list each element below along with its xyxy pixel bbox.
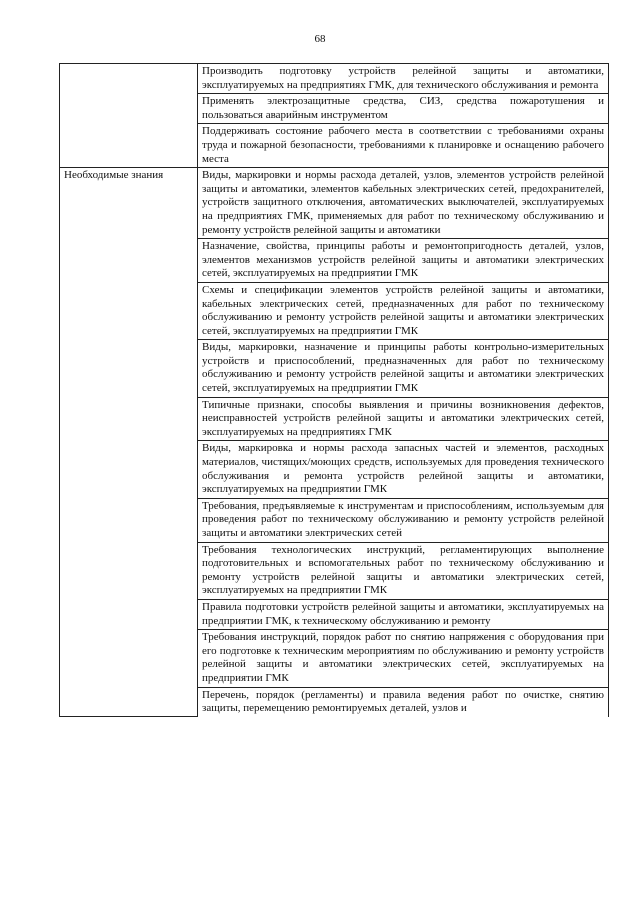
table-row <box>60 168 609 239</box>
item-cell: Схемы и спецификации элементов устройств релейной защиты и автоматики, кабельных электрических сетей, предназначенных для работ по техническому обслуживанию и ремонту устройств релейной защиты и автоматики электрических сетей, эксплуатируемых на предприятии ГМК <box>198 282 609 339</box>
item-cell: Назначение, свойства, принципы работы и ремонтопригодность деталей, узлов, элементов механизмов устройств релейной защиты и автоматики электрических сетей, эксплуатируемых на предприятии ГМК <box>198 239 609 283</box>
item-cell: Требования технологических инструкций, регламентирующих выполнение подготовительных и вспомогательных работ по техническому обслуживанию и ремонту устройств релейной защиты и автоматики электрических сетей, эксплуатируемых на предприятии ГМК <box>198 542 609 599</box>
table-row <box>60 64 609 94</box>
item-cell: Производить подготовку устройств релейной защиты и автоматики, эксплуатируемых на предприятиях ГМК, для технического обслуживания и ремонта <box>198 64 609 94</box>
item-cell: Виды, маркировки, назначение и принципы работы контрольно-измерительных устройств и приспособлений, предназначенных для работ по техническому обслуживанию и ремонту устройств релейной защиты и автоматики электрических сетей, эксплуатируемых на предприятии ГМК <box>198 340 609 397</box>
item-cell: Требования инструкций, порядок работ по снятию напряжения с оборудования при его подготовке к техническим мероприятиям по обслуживанию и ремонту устройств релейной защиты и автоматики электрических сетей, эксплуатируемых на предприятии ГМК <box>198 630 609 687</box>
item-cell: Поддерживать состояние рабочего места в соответствии с требованиями охраны труда и пожарной безопасности, требованиями к планировке и оснащению рабочего места <box>198 124 609 168</box>
item-cell: Применять электрозащитные средства, СИЗ, средства пожаротушения и пользоваться аварийным инструментом <box>198 94 609 124</box>
item-cell: Требования, предъявляемые к инструментам и приспособлениям, используемым для проведения работ по техническому обслуживанию и ремонту устройств релейной защиты и автоматики электрических сетей <box>198 498 609 542</box>
group-label-cell: Необходимые знания <box>60 168 198 717</box>
requirements-table <box>59 63 609 717</box>
item-cell: Правила подготовки устройств релейной защиты и автоматики, эксплуатируемых на предприятии ГМК, к техническому обслуживанию и ремонту <box>198 599 609 629</box>
item-cell: Виды, маркировка и нормы расхода запасных частей и элементов, расходных материалов, чистящих/моющих средств, используемых для проведения технического обслуживания и ремонта устройств релейной защиты и автоматики, эксплуатируемых на предприятии ГМК <box>198 441 609 498</box>
item-cell: Перечень, порядок (регламенты) и правила ведения работ по очистке, снятию защиты, перемещению ремонтируемых деталей, узлов и <box>198 687 609 717</box>
page-number: 68 <box>314 33 326 45</box>
item-cell: Типичные признаки, способы выявления и причины возникновения дефектов, неисправностей устройств релейной защиты и автоматики электрических сетей, эксплуатируемых на предприятиях ГМК <box>198 397 609 441</box>
group-label-cell <box>60 64 198 168</box>
item-cell: Виды, маркировки и нормы расхода деталей, узлов, элементов устройств релейной защиты и автоматики, элементов кабельных электрических сетей, предохранителей, устройств защитного отключения, автоматических выключателей, эксплуатируемых на предприятиях ГМК, применяемых для работ по техническому обслуживанию и ремонту устройств релейной защиты и автоматики <box>198 168 609 239</box>
